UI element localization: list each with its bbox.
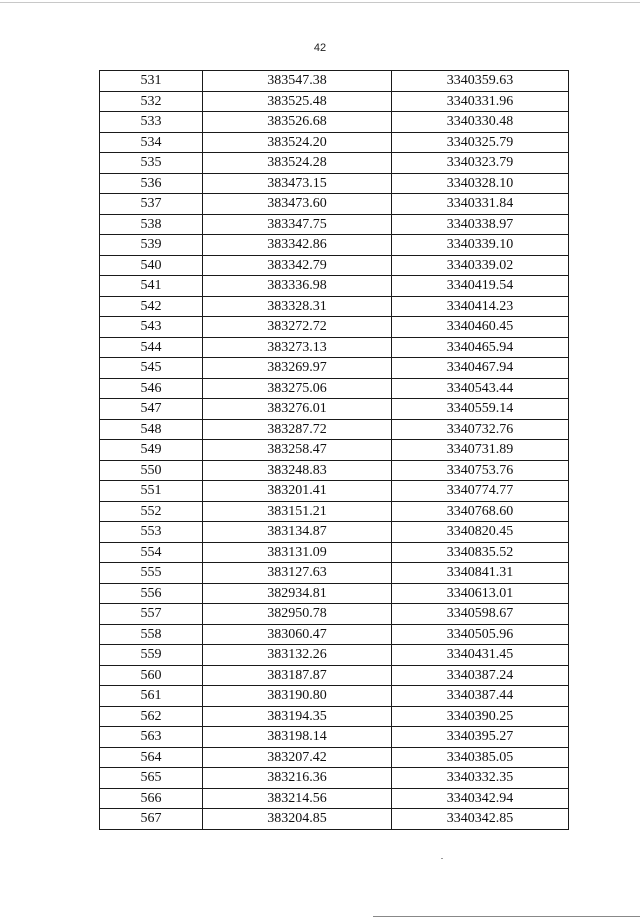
point-number-cell: 539 <box>100 235 203 256</box>
point-number-cell: 564 <box>100 747 203 768</box>
y-coordinate-cell: 3340598.67 <box>392 604 569 625</box>
point-number-cell: 550 <box>100 460 203 481</box>
point-number-cell: 555 <box>100 563 203 584</box>
point-number-cell: 542 <box>100 296 203 317</box>
point-number-cell: 563 <box>100 727 203 748</box>
table-row <box>100 112 569 133</box>
point-number-cell: 556 <box>100 583 203 604</box>
point-number-cell: 560 <box>100 665 203 686</box>
x-coordinate-cell: 383525.48 <box>203 91 392 112</box>
table-row <box>100 173 569 194</box>
table-row <box>100 378 569 399</box>
table-row <box>100 706 569 727</box>
y-coordinate-cell: 3340325.79 <box>392 132 569 153</box>
y-coordinate-cell: 3340559.14 <box>392 399 569 420</box>
y-coordinate-cell: 3340613.01 <box>392 583 569 604</box>
x-coordinate-cell: 383473.15 <box>203 173 392 194</box>
bottom-border-line <box>373 916 640 917</box>
y-coordinate-cell: 3340342.94 <box>392 788 569 809</box>
x-coordinate-cell: 383216.36 <box>203 768 392 789</box>
table-row <box>100 214 569 235</box>
point-number-cell: 536 <box>100 173 203 194</box>
point-number-cell: 554 <box>100 542 203 563</box>
y-coordinate-cell: 3340332.35 <box>392 768 569 789</box>
x-coordinate-cell: 383269.97 <box>203 358 392 379</box>
point-number-cell: 546 <box>100 378 203 399</box>
y-coordinate-cell: 3340768.60 <box>392 501 569 522</box>
x-coordinate-cell: 383524.20 <box>203 132 392 153</box>
x-coordinate-cell: 383131.09 <box>203 542 392 563</box>
table-row <box>100 583 569 604</box>
table-row <box>100 71 569 92</box>
table-row <box>100 481 569 502</box>
y-coordinate-cell: 3340328.10 <box>392 173 569 194</box>
x-coordinate-cell: 383347.75 <box>203 214 392 235</box>
point-number-cell: 533 <box>100 112 203 133</box>
y-coordinate-cell: 3340339.02 <box>392 255 569 276</box>
y-coordinate-cell: 3340330.48 <box>392 112 569 133</box>
table-row <box>100 194 569 215</box>
x-coordinate-cell: 383187.87 <box>203 665 392 686</box>
point-number-cell: 537 <box>100 194 203 215</box>
table-row <box>100 419 569 440</box>
y-coordinate-cell: 3340387.24 <box>392 665 569 686</box>
x-coordinate-cell: 382934.81 <box>203 583 392 604</box>
point-number-cell: 531 <box>100 71 203 92</box>
y-coordinate-cell: 3340753.76 <box>392 460 569 481</box>
y-coordinate-cell: 3340460.45 <box>392 317 569 338</box>
point-number-cell: 548 <box>100 419 203 440</box>
y-coordinate-cell: 3340323.79 <box>392 153 569 174</box>
table-row <box>100 255 569 276</box>
table-row <box>100 624 569 645</box>
x-coordinate-cell: 383342.79 <box>203 255 392 276</box>
table-row <box>100 665 569 686</box>
point-number-cell: 535 <box>100 153 203 174</box>
table-row <box>100 788 569 809</box>
x-coordinate-cell: 383060.47 <box>203 624 392 645</box>
x-coordinate-cell: 383134.87 <box>203 522 392 543</box>
table-row <box>100 132 569 153</box>
x-coordinate-cell: 383207.42 <box>203 747 392 768</box>
x-coordinate-cell: 383248.83 <box>203 460 392 481</box>
y-coordinate-cell: 3340331.96 <box>392 91 569 112</box>
point-number-cell: 561 <box>100 686 203 707</box>
x-coordinate-cell: 383132.26 <box>203 645 392 666</box>
point-number-cell: 541 <box>100 276 203 297</box>
table-row <box>100 686 569 707</box>
table-row <box>100 604 569 625</box>
y-coordinate-cell: 3340467.94 <box>392 358 569 379</box>
table-row <box>100 768 569 789</box>
x-coordinate-cell: 383526.68 <box>203 112 392 133</box>
table-row <box>100 727 569 748</box>
x-coordinate-cell: 383258.47 <box>203 440 392 461</box>
x-coordinate-cell: 383272.72 <box>203 317 392 338</box>
point-number-cell: 553 <box>100 522 203 543</box>
y-coordinate-cell: 3340338.97 <box>392 214 569 235</box>
x-coordinate-cell: 383214.56 <box>203 788 392 809</box>
y-coordinate-cell: 3340820.45 <box>392 522 569 543</box>
x-coordinate-cell: 383190.80 <box>203 686 392 707</box>
point-number-cell: 551 <box>100 481 203 502</box>
table-row <box>100 501 569 522</box>
x-coordinate-cell: 383151.21 <box>203 501 392 522</box>
table-row <box>100 522 569 543</box>
table-row <box>100 153 569 174</box>
point-number-cell: 566 <box>100 788 203 809</box>
x-coordinate-cell: 383204.85 <box>203 809 392 830</box>
table-row <box>100 235 569 256</box>
table-row <box>100 809 569 830</box>
y-coordinate-cell: 3340841.31 <box>392 563 569 584</box>
point-number-cell: 565 <box>100 768 203 789</box>
table-row <box>100 296 569 317</box>
x-coordinate-cell: 383194.35 <box>203 706 392 727</box>
table-row <box>100 337 569 358</box>
x-coordinate-cell: 383328.31 <box>203 296 392 317</box>
y-coordinate-cell: 3340465.94 <box>392 337 569 358</box>
point-number-cell: 558 <box>100 624 203 645</box>
point-number-cell: 557 <box>100 604 203 625</box>
y-coordinate-cell: 3340835.52 <box>392 542 569 563</box>
scan-speck <box>441 858 443 859</box>
y-coordinate-cell: 3340732.76 <box>392 419 569 440</box>
y-coordinate-cell: 3340505.96 <box>392 624 569 645</box>
point-number-cell: 534 <box>100 132 203 153</box>
table-row <box>100 542 569 563</box>
y-coordinate-cell: 3340342.85 <box>392 809 569 830</box>
y-coordinate-cell: 3340543.44 <box>392 378 569 399</box>
table-row <box>100 276 569 297</box>
table-row <box>100 645 569 666</box>
x-coordinate-cell: 383198.14 <box>203 727 392 748</box>
table-row <box>100 460 569 481</box>
point-number-cell: 552 <box>100 501 203 522</box>
table-row <box>100 91 569 112</box>
y-coordinate-cell: 3340774.77 <box>392 481 569 502</box>
x-coordinate-cell: 383547.38 <box>203 71 392 92</box>
x-coordinate-cell: 383276.01 <box>203 399 392 420</box>
top-border-line <box>0 2 640 3</box>
point-number-cell: 540 <box>100 255 203 276</box>
x-coordinate-cell: 383336.98 <box>203 276 392 297</box>
x-coordinate-cell: 382950.78 <box>203 604 392 625</box>
y-coordinate-cell: 3340414.23 <box>392 296 569 317</box>
point-number-cell: 545 <box>100 358 203 379</box>
point-number-cell: 532 <box>100 91 203 112</box>
table-row <box>100 440 569 461</box>
x-coordinate-cell: 383275.06 <box>203 378 392 399</box>
y-coordinate-cell: 3340731.89 <box>392 440 569 461</box>
coordinate-table-body <box>100 71 569 830</box>
table-row <box>100 317 569 338</box>
table-row <box>100 747 569 768</box>
y-coordinate-cell: 3340339.10 <box>392 235 569 256</box>
table-row <box>100 399 569 420</box>
coordinate-table <box>99 70 569 830</box>
point-number-cell: 538 <box>100 214 203 235</box>
x-coordinate-cell: 383342.86 <box>203 235 392 256</box>
y-coordinate-cell: 3340387.44 <box>392 686 569 707</box>
page-number: 42 <box>313 42 327 54</box>
y-coordinate-cell: 3340395.27 <box>392 727 569 748</box>
point-number-cell: 547 <box>100 399 203 420</box>
x-coordinate-cell: 383524.28 <box>203 153 392 174</box>
y-coordinate-cell: 3340390.25 <box>392 706 569 727</box>
y-coordinate-cell: 3340431.45 <box>392 645 569 666</box>
point-number-cell: 567 <box>100 809 203 830</box>
x-coordinate-cell: 383201.41 <box>203 481 392 502</box>
point-number-cell: 543 <box>100 317 203 338</box>
point-number-cell: 544 <box>100 337 203 358</box>
x-coordinate-cell: 383473.60 <box>203 194 392 215</box>
y-coordinate-cell: 3340385.05 <box>392 747 569 768</box>
point-number-cell: 562 <box>100 706 203 727</box>
x-coordinate-cell: 383273.13 <box>203 337 392 358</box>
table-row <box>100 563 569 584</box>
y-coordinate-cell: 3340331.84 <box>392 194 569 215</box>
x-coordinate-cell: 383127.63 <box>203 563 392 584</box>
point-number-cell: 549 <box>100 440 203 461</box>
y-coordinate-cell: 3340419.54 <box>392 276 569 297</box>
y-coordinate-cell: 3340359.63 <box>392 71 569 92</box>
table-row <box>100 358 569 379</box>
point-number-cell: 559 <box>100 645 203 666</box>
x-coordinate-cell: 383287.72 <box>203 419 392 440</box>
